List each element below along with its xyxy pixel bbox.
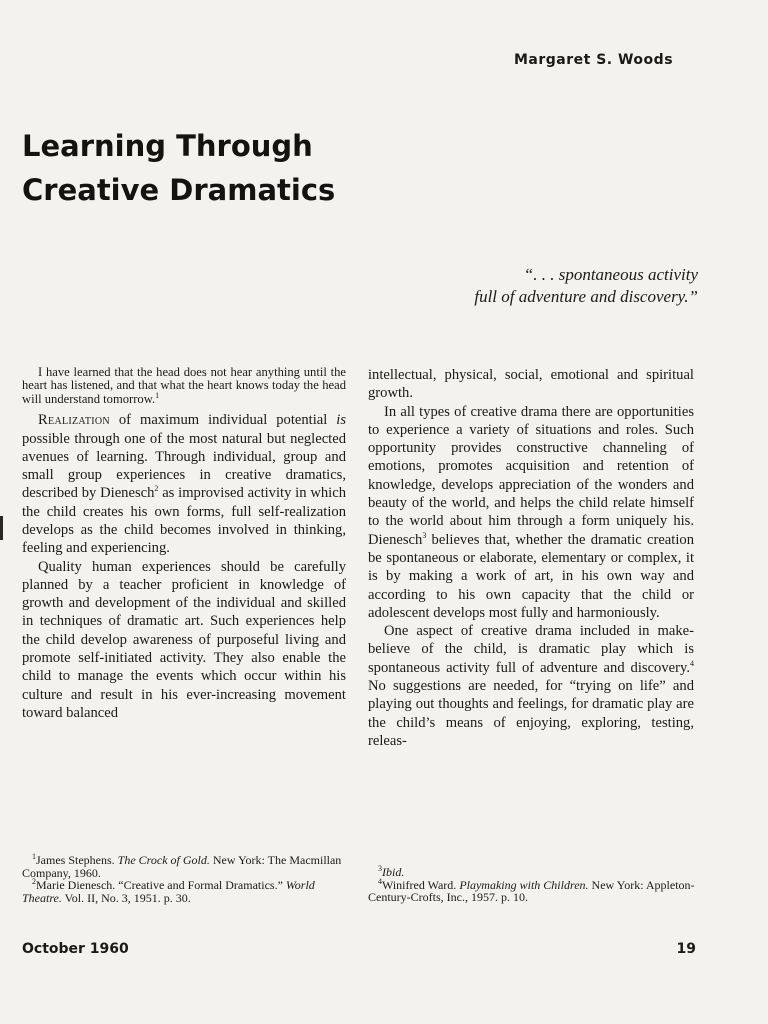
- footnote-ref: 2: [154, 484, 159, 494]
- epigraph: I have learned that the head does not hear anything until the heart has listened, and that what the heart knows today the head will understand tomorrow.$^1$: [22, 365, 346, 406]
- paragraph: In all types of creative drama there are opportunities to experience a variety of situations and roles. Such opportunity provides constructive channeling of emotions, promotes acquisition and retention of knowledge, develops appreciation of the wonders and beauty of the world, and helps the child relate himself to the world about him through a form uniquely his. Dienesch$^3$ believes that, whether the dramatic creation be spontaneous or elaborate, elementary or complex, it is by making a work of art, in his own way and according to his own capacity that the child or adolescent develops most fully and harmoniously.: [368, 403, 694, 621]
- footnotes-right: [368, 866, 696, 904]
- paragraph: Quality human experiences should be carefully planned by a teacher proficient in knowledge of growth and development of the individual and skilled in techniques of dramatic art. Such experiences help the child develop awareness of purposeful living and promote self-initiated activity. They also enable the child to manage the events which occur within his culture and result in his ever-increasing movement toward balanced: [22, 558, 346, 721]
- paragraph: Realization of maximum individual potential is possible through one of the most natural but neglected avenues of learning. Through individual, group and small group experiences in creative dramatics, described by Dienesch$^2$ as improvised activity in which the child creates his own forms, full self-realization develops as the child becomes involved in thinking, feeling and experiencing.: [22, 412, 346, 557]
- footnote-4: $^4$Winifred Ward. Playmaking with Children. New York: Appleton-Century-Crofts, Inc., 1957. p. 10.: [368, 876, 695, 905]
- margin-mark: [0, 516, 3, 540]
- footnote-ref: 3: [422, 530, 427, 540]
- author-byline: Margaret S. Woods: [514, 52, 674, 68]
- footnote-ref: 4: [690, 658, 694, 668]
- footnote-ref: 1: [155, 390, 160, 400]
- paragraph: intellectual, physical, social, emotional and spiritual growth.: [368, 367, 694, 402]
- footnote-1: $^1$James Stephens. The Crock of Gold. New York: The Macmillan Company, 1960.: [22, 852, 342, 880]
- lead-word: Realization: [38, 412, 110, 429]
- pull-quote-line-2: full of adventure and discovery.”: [474, 287, 698, 306]
- title-line-2: Creative Dramatics: [22, 173, 336, 207]
- paragraph: One aspect of creative drama included in make-believe of the child, is dramatic play which is spontaneous activity full of adventure and discovery.$^4$ No suggestions are needed, for “trying on life” and playing out thoughts and feelings, for dramatic play are the child’s means of enjoying, exploring, testing, releas-: [368, 623, 694, 749]
- title-line-1: Learning Through: [22, 129, 313, 163]
- pull-quote-line-1: “. . . spontaneous activity: [523, 265, 698, 284]
- footnote-2: $^2$Marie Dienesch. “Creative and Formal Dramatics.” World Theatre. Vol. II, No. 3, 1951. p. 30.: [22, 877, 315, 905]
- footnote-3: $^3$Ibid.: [378, 864, 405, 879]
- footnotes-left: [22, 854, 348, 904]
- issue-date: October 1960: [22, 941, 129, 957]
- page-number: 19: [676, 941, 696, 957]
- pull-quote: [474, 264, 698, 308]
- right-column: [368, 366, 694, 750]
- left-column: [22, 366, 346, 722]
- article-title: [22, 124, 335, 212]
